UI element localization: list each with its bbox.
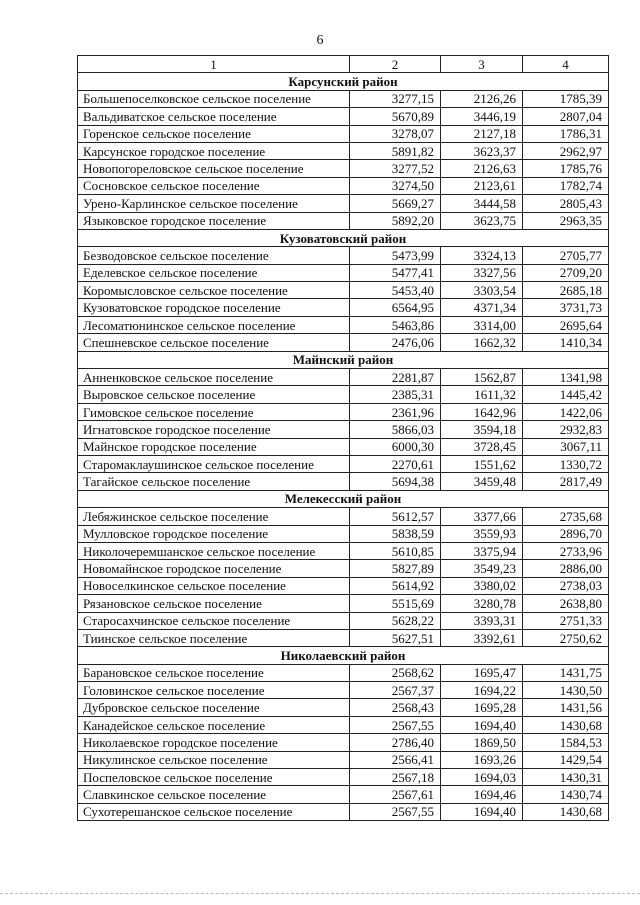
table-row bbox=[78, 769, 609, 786]
value-cell-col2: 2568,62 bbox=[350, 664, 441, 681]
value-cell-col4: 2817,49 bbox=[523, 473, 609, 490]
value-cell-col3: 3280,78 bbox=[441, 595, 523, 612]
value-cell-col4: 1785,76 bbox=[523, 160, 609, 177]
value-cell-col2: 5473,99 bbox=[350, 247, 441, 264]
value-cell-col2: 2786,40 bbox=[350, 734, 441, 751]
value-cell-col3: 3327,56 bbox=[441, 264, 523, 281]
value-cell-col2: 5515,69 bbox=[350, 595, 441, 612]
value-cell-col4: 1430,31 bbox=[523, 769, 609, 786]
table-row bbox=[78, 473, 609, 490]
district-name: Николаевский район bbox=[78, 647, 609, 664]
value-cell-col2: 2567,37 bbox=[350, 682, 441, 699]
value-cell-col2: 5614,92 bbox=[350, 577, 441, 594]
value-cell-col3: 2126,26 bbox=[441, 90, 523, 107]
district-name: Карсунский район bbox=[78, 73, 609, 90]
value-cell-col3: 1869,50 bbox=[441, 734, 523, 751]
value-cell-col2: 2270,61 bbox=[350, 455, 441, 472]
value-cell-col3: 1694,03 bbox=[441, 769, 523, 786]
value-cell-col2: 5694,38 bbox=[350, 473, 441, 490]
value-cell-col2: 6000,30 bbox=[350, 438, 441, 455]
table-row bbox=[78, 299, 609, 316]
settlement-name-cell: Коромысловское сельское поселение bbox=[78, 282, 350, 299]
settlement-name-cell: Еделевское сельское поселение bbox=[78, 264, 350, 281]
value-cell-col2: 6564,95 bbox=[350, 299, 441, 316]
value-cell-col4: 2695,64 bbox=[523, 316, 609, 333]
value-cell-col4: 1330,72 bbox=[523, 455, 609, 472]
value-cell-col4: 1431,75 bbox=[523, 664, 609, 681]
tariff-table bbox=[77, 55, 609, 821]
value-cell-col4: 1445,42 bbox=[523, 386, 609, 403]
settlement-name-cell: Тиинское сельское поселение bbox=[78, 629, 350, 646]
value-cell-col2: 5838,59 bbox=[350, 525, 441, 542]
table-row bbox=[78, 369, 609, 386]
value-cell-col3: 1694,40 bbox=[441, 803, 523, 820]
value-cell-col4: 2750,62 bbox=[523, 629, 609, 646]
value-cell-col3: 3393,31 bbox=[441, 612, 523, 629]
table-row bbox=[78, 108, 609, 125]
table-row bbox=[78, 734, 609, 751]
settlement-name-cell: Никулинское сельское поселение bbox=[78, 751, 350, 768]
settlement-name-cell: Майнское городское поселение bbox=[78, 438, 350, 455]
value-cell-col3: 4371,34 bbox=[441, 299, 523, 316]
value-cell-col2: 5628,22 bbox=[350, 612, 441, 629]
value-cell-col3: 3303,54 bbox=[441, 282, 523, 299]
column-header-1: 1 bbox=[78, 56, 350, 73]
settlement-name-cell: Поспеловское сельское поселение bbox=[78, 769, 350, 786]
value-cell-col4: 2805,43 bbox=[523, 195, 609, 212]
value-cell-col3: 1694,46 bbox=[441, 786, 523, 803]
value-cell-col4: 2705,77 bbox=[523, 247, 609, 264]
column-header-2: 2 bbox=[350, 56, 441, 73]
value-cell-col2: 2567,61 bbox=[350, 786, 441, 803]
value-cell-col3: 3375,94 bbox=[441, 542, 523, 559]
settlement-name-cell: Барановское сельское поселение bbox=[78, 664, 350, 681]
table-header-row bbox=[78, 56, 609, 73]
value-cell-col4: 2738,03 bbox=[523, 577, 609, 594]
table-row bbox=[78, 699, 609, 716]
table-row bbox=[78, 403, 609, 420]
table-row bbox=[78, 682, 609, 699]
value-cell-col2: 2476,06 bbox=[350, 334, 441, 351]
value-cell-col2: 5453,40 bbox=[350, 282, 441, 299]
table-row bbox=[78, 334, 609, 351]
value-cell-col2: 2385,31 bbox=[350, 386, 441, 403]
settlement-name-cell: Безводовское сельское поселение bbox=[78, 247, 350, 264]
value-cell-col3: 3728,45 bbox=[441, 438, 523, 455]
value-cell-col4: 2932,83 bbox=[523, 421, 609, 438]
value-cell-col2: 5892,20 bbox=[350, 212, 441, 229]
value-cell-col4: 2963,35 bbox=[523, 212, 609, 229]
value-cell-col3: 3392,61 bbox=[441, 629, 523, 646]
value-cell-col4: 1430,68 bbox=[523, 716, 609, 733]
settlement-name-cell: Канадейское сельское поселение bbox=[78, 716, 350, 733]
value-cell-col2: 5827,89 bbox=[350, 560, 441, 577]
settlement-name-cell: Лебяжинское сельское поселение bbox=[78, 508, 350, 525]
table-row bbox=[78, 595, 609, 612]
value-cell-col3: 1551,62 bbox=[441, 455, 523, 472]
table-row bbox=[78, 264, 609, 281]
value-cell-col3: 3380,02 bbox=[441, 577, 523, 594]
settlement-name-cell: Кузоватовское городское поселение bbox=[78, 299, 350, 316]
settlement-name-cell: Новоселкинское сельское поселение bbox=[78, 577, 350, 594]
value-cell-col4: 1422,06 bbox=[523, 403, 609, 420]
settlement-name-cell: Карсунское городское поселение bbox=[78, 142, 350, 159]
settlement-name-cell: Вальдиватское сельское поселение bbox=[78, 108, 350, 125]
table-row bbox=[78, 177, 609, 194]
value-cell-col3: 1642,96 bbox=[441, 403, 523, 420]
settlement-name-cell: Гимовское сельское поселение bbox=[78, 403, 350, 420]
table-row bbox=[78, 316, 609, 333]
value-cell-col3: 3549,23 bbox=[441, 560, 523, 577]
settlement-name-cell: Большепоселковское сельское поселение bbox=[78, 90, 350, 107]
tariff-table-container bbox=[77, 55, 609, 821]
value-cell-col4: 2685,18 bbox=[523, 282, 609, 299]
value-cell-col2: 5891,82 bbox=[350, 142, 441, 159]
table-row bbox=[78, 160, 609, 177]
settlement-name-cell: Сухотерешанское сельское поселение bbox=[78, 803, 350, 820]
value-cell-col2: 5670,89 bbox=[350, 108, 441, 125]
table-row bbox=[78, 125, 609, 142]
district-header-row bbox=[78, 73, 609, 90]
value-cell-col4: 1430,50 bbox=[523, 682, 609, 699]
value-cell-col4: 1786,31 bbox=[523, 125, 609, 142]
table-row bbox=[78, 508, 609, 525]
value-cell-col3: 2126,63 bbox=[441, 160, 523, 177]
value-cell-col4: 1341,98 bbox=[523, 369, 609, 386]
value-cell-col2: 2568,43 bbox=[350, 699, 441, 716]
value-cell-col3: 1693,26 bbox=[441, 751, 523, 768]
value-cell-col4: 1785,39 bbox=[523, 90, 609, 107]
column-header-3: 3 bbox=[441, 56, 523, 73]
value-cell-col4: 2733,96 bbox=[523, 542, 609, 559]
value-cell-col2: 5669,27 bbox=[350, 195, 441, 212]
table-row bbox=[78, 525, 609, 542]
value-cell-col4: 2896,70 bbox=[523, 525, 609, 542]
value-cell-col3: 2123,61 bbox=[441, 177, 523, 194]
table-row bbox=[78, 142, 609, 159]
value-cell-col4: 2638,80 bbox=[523, 595, 609, 612]
page-bottom-edge bbox=[0, 893, 640, 894]
table-row bbox=[78, 751, 609, 768]
value-cell-col2: 2567,55 bbox=[350, 803, 441, 820]
settlement-name-cell: Николаевское городское поселение bbox=[78, 734, 350, 751]
value-cell-col4: 1430,68 bbox=[523, 803, 609, 820]
settlement-name-cell: Горенское сельское поселение bbox=[78, 125, 350, 142]
value-cell-col3: 3623,75 bbox=[441, 212, 523, 229]
value-cell-col3: 3594,18 bbox=[441, 421, 523, 438]
settlement-name-cell: Мулловское городское поселение bbox=[78, 525, 350, 542]
settlement-name-cell: Новомайнское городское поселение bbox=[78, 560, 350, 577]
table-row bbox=[78, 90, 609, 107]
settlement-name-cell: Старосахчинское сельское поселение bbox=[78, 612, 350, 629]
value-cell-col2: 2281,87 bbox=[350, 369, 441, 386]
page-number: 6 bbox=[316, 33, 324, 48]
value-cell-col3: 1694,22 bbox=[441, 682, 523, 699]
value-cell-col3: 1562,87 bbox=[441, 369, 523, 386]
value-cell-col4: 2709,20 bbox=[523, 264, 609, 281]
settlement-name-cell: Игнатовское городское поселение bbox=[78, 421, 350, 438]
table-row bbox=[78, 212, 609, 229]
table-row bbox=[78, 786, 609, 803]
settlement-name-cell: Выровское сельское поселение bbox=[78, 386, 350, 403]
value-cell-col2: 3274,50 bbox=[350, 177, 441, 194]
value-cell-col4: 3731,73 bbox=[523, 299, 609, 316]
value-cell-col3: 3444,58 bbox=[441, 195, 523, 212]
value-cell-col3: 1611,32 bbox=[441, 386, 523, 403]
table-row bbox=[78, 282, 609, 299]
district-name: Кузоватовский район bbox=[78, 229, 609, 246]
value-cell-col4: 1430,74 bbox=[523, 786, 609, 803]
value-cell-col2: 5477,41 bbox=[350, 264, 441, 281]
table-row bbox=[78, 629, 609, 646]
settlement-name-cell: Тагайское сельское поселение bbox=[78, 473, 350, 490]
settlement-name-cell: Рязановское сельское поселение bbox=[78, 595, 350, 612]
settlement-name-cell: Анненковское сельское поселение bbox=[78, 369, 350, 386]
value-cell-col4: 2751,33 bbox=[523, 612, 609, 629]
value-cell-col3: 2127,18 bbox=[441, 125, 523, 142]
table-row bbox=[78, 455, 609, 472]
value-cell-col4: 2886,00 bbox=[523, 560, 609, 577]
table-row bbox=[78, 386, 609, 403]
district-header-row bbox=[78, 351, 609, 368]
value-cell-col3: 1695,28 bbox=[441, 699, 523, 716]
district-name: Майнский район bbox=[78, 351, 609, 368]
settlement-name-cell: Головинское сельское поселение bbox=[78, 682, 350, 699]
value-cell-col2: 5627,51 bbox=[350, 629, 441, 646]
value-cell-col2: 2566,41 bbox=[350, 751, 441, 768]
value-cell-col3: 1695,47 bbox=[441, 664, 523, 681]
value-cell-col3: 3623,37 bbox=[441, 142, 523, 159]
table-row bbox=[78, 803, 609, 820]
value-cell-col3: 3377,66 bbox=[441, 508, 523, 525]
table-row bbox=[78, 577, 609, 594]
table-row bbox=[78, 195, 609, 212]
value-cell-col3: 3559,93 bbox=[441, 525, 523, 542]
settlement-name-cell: Новопогореловское сельское поселение bbox=[78, 160, 350, 177]
table-row bbox=[78, 542, 609, 559]
settlement-name-cell: Николочеремшанское сельское поселение bbox=[78, 542, 350, 559]
settlement-name-cell: Лесоматюнинское сельское поселение bbox=[78, 316, 350, 333]
value-cell-col2: 3277,52 bbox=[350, 160, 441, 177]
value-cell-col3: 3324,13 bbox=[441, 247, 523, 264]
settlement-name-cell: Урено-Карлинское сельское поселение bbox=[78, 195, 350, 212]
column-header-4: 4 bbox=[523, 56, 609, 73]
value-cell-col4: 2807,04 bbox=[523, 108, 609, 125]
value-cell-col4: 2962,97 bbox=[523, 142, 609, 159]
value-cell-col2: 2361,96 bbox=[350, 403, 441, 420]
value-cell-col3: 3459,48 bbox=[441, 473, 523, 490]
value-cell-col4: 1431,56 bbox=[523, 699, 609, 716]
value-cell-col4: 2735,68 bbox=[523, 508, 609, 525]
value-cell-col2: 5866,03 bbox=[350, 421, 441, 438]
settlement-name-cell: Дубровское сельское поселение bbox=[78, 699, 350, 716]
value-cell-col3: 1694,40 bbox=[441, 716, 523, 733]
table-row bbox=[78, 438, 609, 455]
value-cell-col4: 1782,74 bbox=[523, 177, 609, 194]
value-cell-col4: 1429,54 bbox=[523, 751, 609, 768]
settlement-name-cell: Старомаклаушинское сельское поселение bbox=[78, 455, 350, 472]
value-cell-col2: 2567,18 bbox=[350, 769, 441, 786]
table-row bbox=[78, 612, 609, 629]
settlement-name-cell: Славкинское сельское поселение bbox=[78, 786, 350, 803]
table-row bbox=[78, 421, 609, 438]
table-row bbox=[78, 247, 609, 264]
value-cell-col2: 5610,85 bbox=[350, 542, 441, 559]
value-cell-col2: 5463,86 bbox=[350, 316, 441, 333]
value-cell-col3: 1662,32 bbox=[441, 334, 523, 351]
table-row bbox=[78, 560, 609, 577]
value-cell-col4: 1584,53 bbox=[523, 734, 609, 751]
value-cell-col2: 2567,55 bbox=[350, 716, 441, 733]
value-cell-col2: 3278,07 bbox=[350, 125, 441, 142]
settlement-name-cell: Спешневское сельское поселение bbox=[78, 334, 350, 351]
settlement-name-cell: Языковское городское поселение bbox=[78, 212, 350, 229]
district-header-row bbox=[78, 647, 609, 664]
district-name: Мелекесский район bbox=[78, 490, 609, 507]
value-cell-col2: 5612,57 bbox=[350, 508, 441, 525]
district-header-row bbox=[78, 490, 609, 507]
value-cell-col2: 3277,15 bbox=[350, 90, 441, 107]
table-row bbox=[78, 716, 609, 733]
value-cell-col3: 3314,00 bbox=[441, 316, 523, 333]
table-row bbox=[78, 664, 609, 681]
value-cell-col4: 1410,34 bbox=[523, 334, 609, 351]
settlement-name-cell: Сосновское сельское поселение bbox=[78, 177, 350, 194]
value-cell-col4: 3067,11 bbox=[523, 438, 609, 455]
district-header-row bbox=[78, 229, 609, 246]
table-body bbox=[78, 73, 609, 821]
value-cell-col3: 3446,19 bbox=[441, 108, 523, 125]
